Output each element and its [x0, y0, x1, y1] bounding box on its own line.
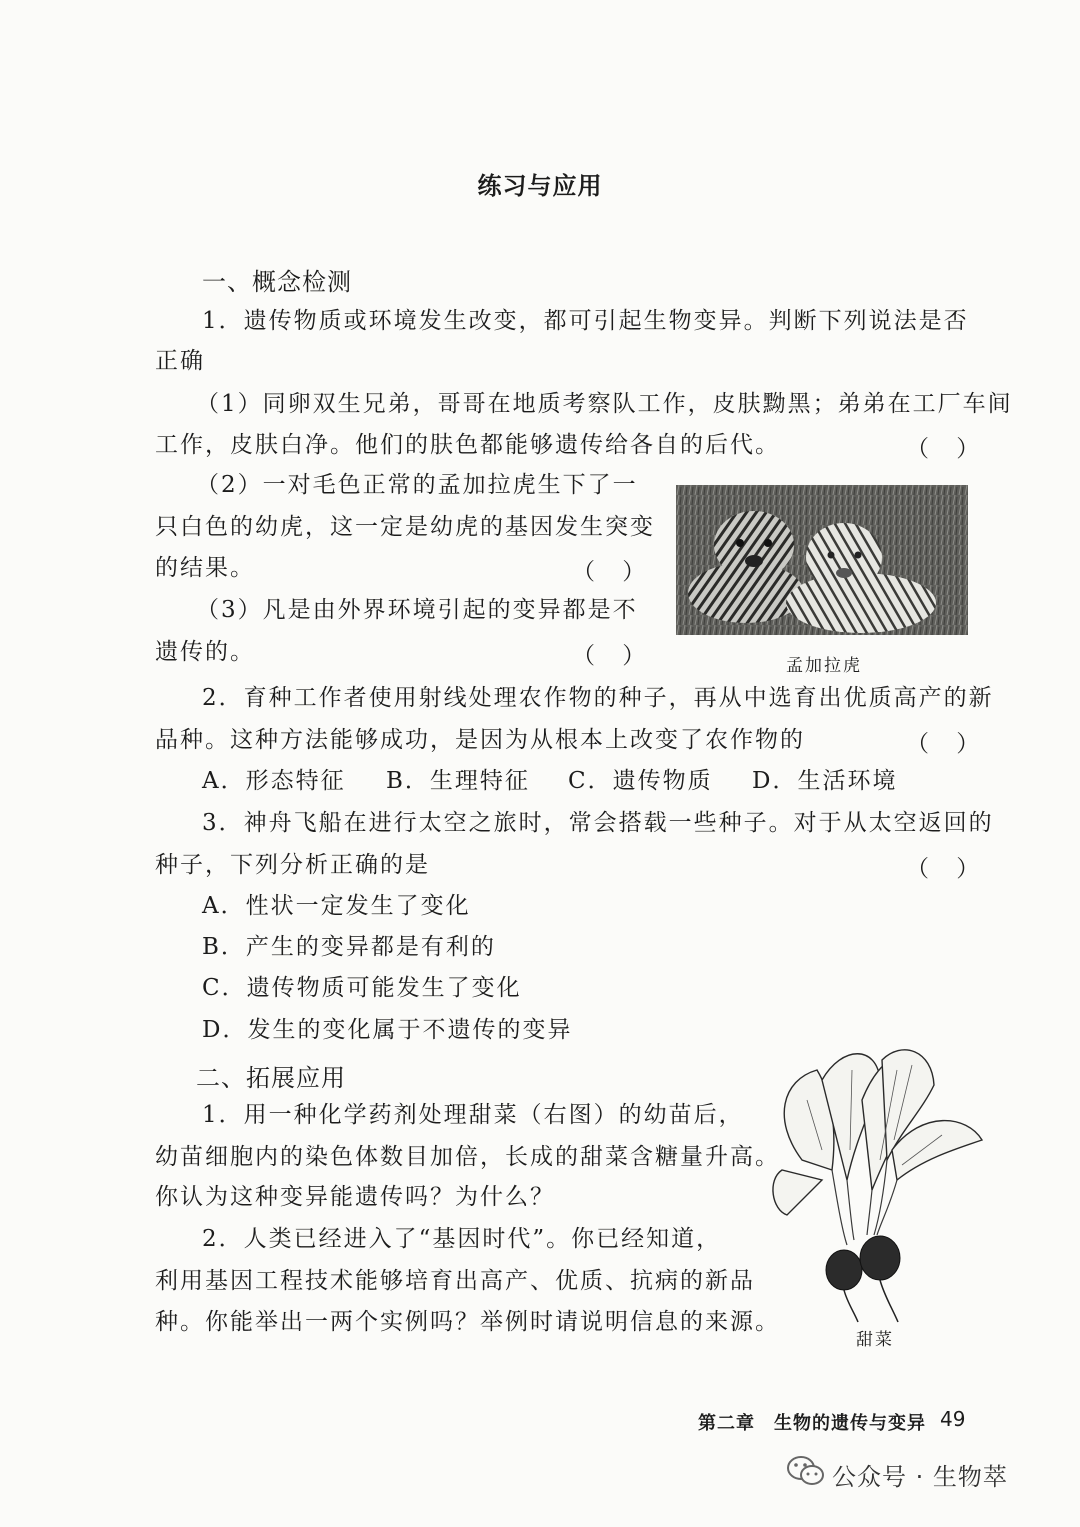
answer-paren-q1-2: （ ） — [572, 559, 656, 585]
q2-option-c: C．遗传物质 — [568, 768, 713, 794]
bengal-tiger-photo — [676, 485, 968, 635]
watermark-text: 公众号 · 生物萃 — [832, 1463, 1008, 1491]
tiger-caption: 孟加拉虎 — [786, 656, 862, 676]
q1-text-line2: 正确 — [155, 348, 205, 374]
q1-3-text-line1: （3）凡是由外界环境引起的变异都是不 — [196, 597, 638, 623]
page-title: 练习与应用 — [477, 172, 603, 200]
answer-paren-q1-3: （ ） — [572, 643, 656, 669]
q1-2-text-line3: 的结果。 — [155, 555, 255, 581]
section-heading-concept-check: 一、概念检测 — [202, 268, 352, 296]
q2-text-line2: 品种。这种方法能够成功，是因为从根本上改变了农作物的 — [155, 727, 805, 753]
s2-q2-text-line1: 2．人类已经进入了“基因时代”。你已经知道， — [202, 1226, 722, 1252]
q3-text-line1: 3．神舟飞船在进行太空之旅时，常会搭载一些种子。对于从太空返回的 — [202, 810, 994, 836]
q2-option-a: A．形态特征 — [202, 768, 346, 794]
beet-illustration — [762, 1040, 987, 1325]
q3-option-a: A．性状一定发生了变化 — [202, 893, 471, 919]
q2-option-d: D．生活环境 — [752, 768, 898, 794]
q3-option-b: B．产生的变异都是有利的 — [202, 934, 496, 960]
q3-text-line2: 种子，下列分析正确的是 — [155, 852, 430, 878]
answer-paren-q3: （ ） — [906, 856, 990, 882]
q3-option-d: D．发生的变化属于不遗传的变异 — [202, 1017, 573, 1043]
q1-2-text-line1: （2）一对毛色正常的孟加拉虎生下了一 — [196, 472, 638, 498]
bengal-tiger-illustration — [676, 485, 968, 635]
q3-option-c: C．遗传物质可能发生了变化 — [202, 975, 522, 1001]
q2-text-line1: 2．育种工作者使用射线处理农作物的种子，再从中选育出优质高产的新 — [202, 685, 994, 711]
section-heading-extended-application: 二、拓展应用 — [196, 1064, 346, 1092]
s2-q2-text-line3: 种。你能举出一两个实例吗？举例时请说明信息的来源。 — [155, 1309, 780, 1335]
q1-1-text-line1: （1）同卵双生兄弟，哥哥在地质考察队工作，皮肤黝黑；弟弟在工厂车间 — [196, 391, 1013, 417]
q1-1-text-line2: 工作，皮肤白净。他们的肤色都能够遗传给各自的后代。 — [155, 432, 780, 458]
answer-paren-q2: （ ） — [906, 731, 990, 757]
q1-3-text-line2: 遗传的。 — [155, 639, 255, 665]
wechat-icon — [786, 1454, 826, 1488]
beet-caption: 甜菜 — [856, 1330, 894, 1350]
q1-text-line1: 1．遗传物质或环境发生改变，都可引起生物变异。判断下列说法是否 — [202, 308, 969, 334]
q1-2-text-line2: 只白色的幼虎，这一定是幼虎的基因发生突变 — [155, 514, 655, 540]
s2-q1-text-line2: 幼苗细胞内的染色体数目加倍，长成的甜菜含糖量升高。 — [155, 1144, 780, 1170]
chapter-footer: 第二章 生物的遗传与变异 — [698, 1413, 926, 1434]
page-number: 49 — [940, 1407, 966, 1431]
s2-q1-text-line3: 你认为这种变异能遗传吗？为什么？ — [155, 1184, 555, 1210]
beet-drawing — [762, 1040, 987, 1325]
answer-paren-q1-1: （ ） — [906, 436, 990, 462]
s2-q1-text-line1: 1．用一种化学药剂处理甜菜（右图）的幼苗后， — [202, 1102, 744, 1128]
q2-option-b: B．生理特征 — [386, 768, 530, 794]
s2-q2-text-line2: 利用基因工程技术能够培育出高产、优质、抗病的新品 — [155, 1268, 755, 1294]
